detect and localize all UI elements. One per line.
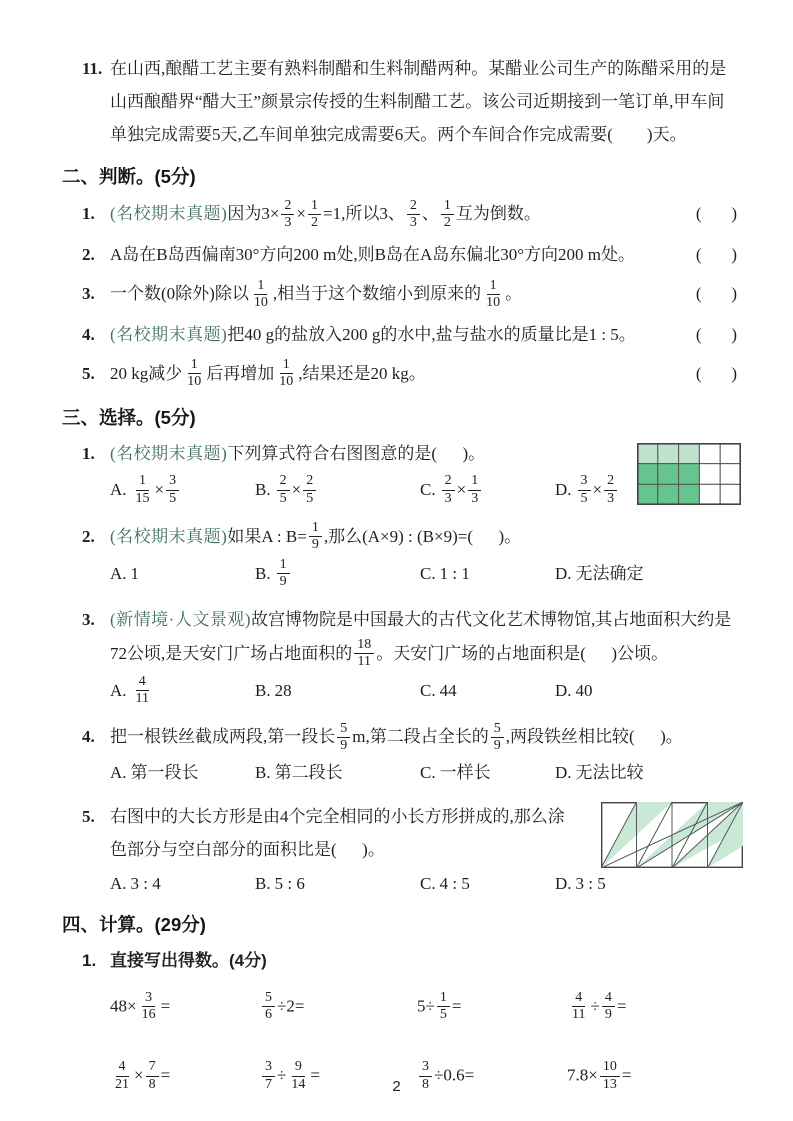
option-d: D. 无法比较 (555, 763, 644, 783)
answer-blank: ( ) (695, 204, 737, 224)
expression-2: $\frac{5}{6}$ ÷2= (260, 991, 417, 1024)
question-text: A岛在B岛西偏南30°方向200 m处,则B岛在A岛东偏北30°方向200 m处。 (110, 244, 636, 264)
fraction: $\frac{10}{13}$ (600, 1059, 620, 1092)
option-a: A. 3 : 4 (110, 874, 161, 894)
fraction: $\frac{5}{9}$ (337, 721, 350, 754)
fraction: $\frac{2}{3}$ (281, 198, 294, 231)
choice-item-4 (62, 720, 737, 788)
option-d: D. 无法确定 (555, 564, 644, 584)
judge-item-3 (62, 277, 737, 312)
fraction: $\frac{3}{8}$ (419, 1059, 432, 1092)
fraction: $\frac{1}{9}$ (309, 520, 322, 553)
fraction: $\frac{2}{5}$ (303, 473, 316, 506)
option-c: C. 一样长 (420, 763, 491, 783)
question-number: 2. (82, 526, 95, 546)
source-tag: (名校期末真题) (110, 324, 228, 344)
fraction: $\frac{4}{11}$ (135, 674, 150, 707)
question-number: 4. (82, 727, 95, 747)
expression-4: $\frac{4}{11}$ ÷ $\frac{4}{9}$ = (567, 991, 737, 1024)
choice-options (62, 759, 737, 788)
question-number: 5. (82, 807, 95, 827)
calc-sub-heading (62, 945, 737, 977)
option-c: C. 4 : 5 (420, 874, 470, 894)
judge-item-5 (62, 357, 737, 392)
answer-blank: ( ) (695, 244, 737, 264)
sub-title: 直接写出得数。(4分) (110, 950, 267, 970)
fraction: $\frac{7}{8}$ (146, 1059, 159, 1092)
option-d: D. $\frac{3}{5}$ × $\frac{2}{3}$ (555, 474, 737, 507)
section-judge-heading: 二、判断。(5分) (62, 166, 196, 188)
expression-3: 5÷ $\frac{1}{5}$ = (417, 990, 462, 1023)
choice-options (62, 675, 737, 708)
fraction: $\frac{4}{9}$ (602, 990, 615, 1023)
option-d: D. 3 : 5 (555, 874, 606, 894)
question-text: 在山西,酿醋工艺主要有熟料制醋和生料制醋两种。某醋业公司生产的陈醋采用的是山西酿醋界“醋大王”颜景宗传授的生料制醋工艺。该公司近期接到一笔订单,甲车间单独完成需要5天,乙车间单独完成需要6天。两个车间合作完成需要( )天。 (110, 59, 727, 145)
expression-7: $\frac{3}{8}$ ÷0.6= (417, 1060, 567, 1093)
expression-8: 7.8× $\frac{10}{13}$ = (567, 1059, 632, 1092)
fraction: $\frac{2}{3}$ (407, 198, 420, 231)
fraction: $\frac{1}{3}$ (468, 473, 481, 506)
fraction: $\frac{1}{2}$ (308, 198, 321, 231)
choice-item-5 (62, 800, 737, 899)
fraction: $\frac{5}{9}$ (491, 721, 504, 754)
option-b: B. 5 : 6 (255, 874, 305, 894)
question-number: 2. (82, 244, 95, 264)
fraction: $\frac{5}{6}$ (262, 990, 275, 1023)
question-text: (名校期末真题)下列算式符合右图图意的是( )。 (110, 444, 486, 464)
fraction: $\frac{2}{3}$ (604, 473, 617, 506)
question-text: (名校期末真题)如果A : B= $\frac{1}{9}$ ,那么(A×9) : (B×9)=( )。 (110, 520, 522, 553)
question-text: 把一根铁丝截成两段,第一段长 $\frac{5}{9}$ m,第二段占全长的 $\frac{5}{9}$ ,两段铁丝相比较( )。 (110, 720, 683, 754)
question-text: 右图中的大长方形是由4个完全相同的小长方形拼成的,那么涂色部分与空白部分的面积比是( )。 (110, 807, 565, 860)
answer-blank: ( ) (695, 363, 737, 383)
fraction: $\frac{2}{3}$ (442, 473, 455, 506)
fraction: $\frac{3}{5}$ (578, 473, 591, 506)
option-b: B. $\frac{1}{9}$ (255, 558, 420, 591)
section-choice-heading: 三、选择。(5分) (62, 406, 196, 428)
question-number: 5. (82, 363, 95, 383)
option-c: C. 44 (420, 681, 457, 701)
question-number: 1. (82, 950, 97, 970)
judge-item-2 (62, 238, 737, 271)
fraction-grid-figure (637, 443, 741, 510)
fraction: $\frac{1}{10}$ (187, 357, 202, 390)
expression-5: $\frac{4}{21}$ × $\frac{7}{8}$ = (110, 1060, 260, 1093)
question-11 (62, 52, 737, 151)
option-c: C. 1 : 1 (420, 564, 470, 584)
fraction: $\frac{18}{11}$ (354, 637, 374, 670)
answer-blank: ( ) (695, 284, 737, 303)
question-text: (名校期末真题)因为3× $\frac{2}{3}$ × $\frac{1}{2}$ =1,所以3、 $\frac{2}{3}$ 、 $\frac{1}{2}$ 互为倒数。 (110, 197, 541, 230)
fraction: $\frac{1}{10}$ (253, 277, 268, 310)
fraction: $\frac{4}{11}$ (572, 990, 586, 1023)
question-text: (名校期末真题)把40 g的盐放入200 g的水中,盐与盐水的质量比是1 : 5。 (110, 324, 636, 344)
option-d: D. 40 (555, 681, 593, 701)
question-number: 3. (82, 610, 95, 630)
question-number: 1. (82, 204, 95, 224)
option-b: B. $\frac{2}{5}$ × $\frac{2}{5}$ (255, 474, 420, 507)
fraction: $\frac{1}{10}$ (279, 357, 294, 390)
question-text: (新情境·人文景观)故宫博物院是中国最大的古代文化艺术博物馆,其占地面积大约是72公顷,是天安门广场占地面积的 $\frac{18}{11}$ 。天安门广场的占地面积是( )公顷。 (110, 610, 732, 670)
choice-options (62, 474, 737, 507)
question-number: 1. (82, 444, 95, 464)
option-b: B. 28 (255, 681, 292, 701)
question-number: 3. (82, 284, 95, 303)
expression-6: $\frac{3}{7}$ ÷ $\frac{9}{14}$ = (260, 1060, 417, 1093)
rectangle-diagram-figure (601, 802, 743, 873)
fraction: $\frac{1}{5}$ (437, 990, 450, 1023)
source-tag: (名校期末真题) (110, 204, 228, 224)
choice-item-2 (62, 520, 737, 592)
fraction: $\frac{1}{2}$ (441, 198, 454, 231)
question-number: 4. (82, 324, 95, 344)
judge-item-1 (62, 197, 737, 232)
option-a: A. 第一段长 (110, 763, 199, 783)
question-text: 一个数(0除外)除以 $\frac{1}{10}$ ,相当于这个数缩小到原来的 $\frac{1}{10}$ 。 (110, 277, 523, 310)
source-tag: (名校期末真题) (110, 444, 228, 464)
page-number: 2 (392, 1078, 401, 1095)
choice-options (62, 558, 737, 591)
option-a: A. $\frac{1}{15}$ × $\frac{3}{5}$ (110, 474, 255, 507)
choice-options (62, 870, 737, 899)
option-c: C. $\frac{2}{3}$ × $\frac{1}{3}$ (420, 474, 555, 507)
option-b: B. 第二段长 (255, 763, 343, 783)
fraction: $\frac{3}{5}$ (166, 473, 179, 506)
fraction: $\frac{3}{7}$ (262, 1059, 275, 1092)
source-tag: (名校期末真题) (110, 526, 228, 546)
choice-item-1 (62, 437, 737, 507)
judge-item-4 (62, 318, 737, 351)
section-calc-heading: 四、计算。(29分) (62, 914, 206, 936)
answer-blank: ( ) (695, 324, 737, 344)
fraction: $\frac{1}{10}$ (486, 277, 501, 310)
option-a: A. $\frac{4}{11}$ (110, 675, 255, 708)
question-text: 20 kg减少 $\frac{1}{10}$ 后再增加 $\frac{1}{10}$ ,结果还是20 kg。 (110, 357, 426, 390)
fraction: $\frac{3}{16}$ (141, 990, 156, 1023)
fraction: $\frac{9}{14}$ (291, 1059, 306, 1092)
expression-1: 48× $\frac{3}{16}$ = (110, 990, 171, 1023)
fraction: $\frac{4}{21}$ (115, 1059, 129, 1092)
question-number: 11. (82, 59, 103, 78)
fraction: $\frac{2}{5}$ (277, 473, 290, 506)
source-tag: (新情境·人文景观) (110, 610, 251, 630)
fraction: $\frac{1}{9}$ (277, 557, 290, 590)
choice-item-3 (62, 603, 737, 708)
option-a: A. 1 (110, 564, 140, 584)
fraction: $\frac{1}{15}$ (135, 473, 150, 506)
